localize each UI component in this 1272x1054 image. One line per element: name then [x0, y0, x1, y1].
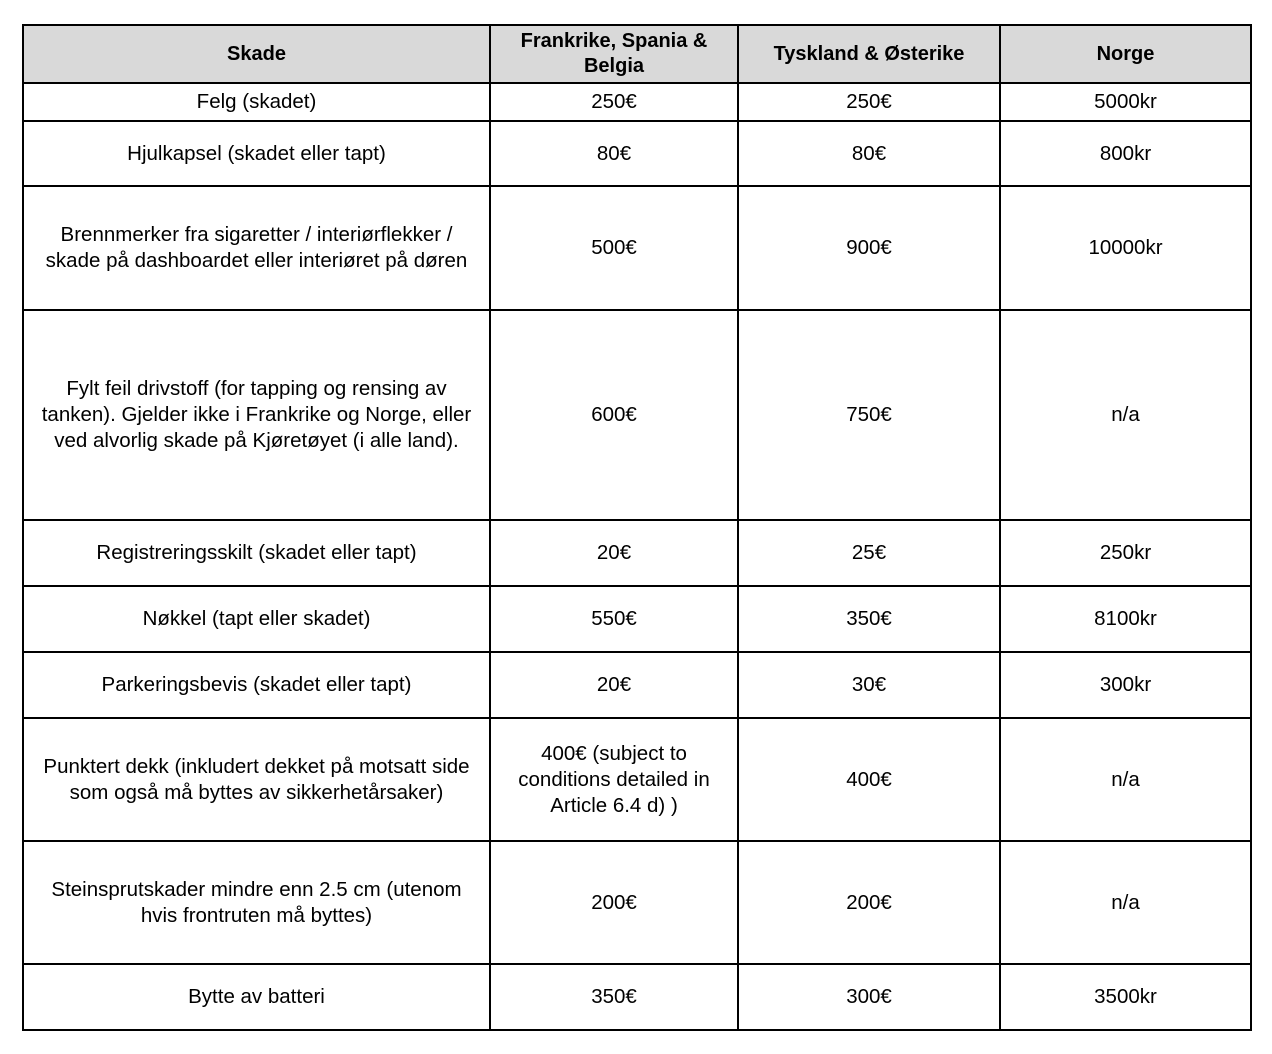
damage-price-table: [22, 24, 1252, 1031]
column-header-frankrike-spania-belgia: Frankrike, Spania & Belgia: [490, 25, 738, 83]
table-row: [23, 718, 1251, 841]
table-row: [23, 121, 1251, 186]
cell-norge: n/a: [1000, 310, 1251, 520]
cell-skade: Steinsprutskader mindre enn 2.5 cm (utenom hvis frontruten må byttes): [23, 841, 490, 964]
cell-norge: 3500kr: [1000, 964, 1251, 1030]
cell-tyskland: 400€: [738, 718, 1000, 841]
cell-frankrike: 500€: [490, 186, 738, 310]
column-header-norge: Norge: [1000, 25, 1251, 83]
cell-frankrike: 600€: [490, 310, 738, 520]
cell-norge: 5000kr: [1000, 83, 1251, 121]
cell-frankrike: 20€: [490, 520, 738, 586]
table-row: [23, 652, 1251, 718]
cell-tyskland: 250€: [738, 83, 1000, 121]
cell-frankrike: 200€: [490, 841, 738, 964]
table-row: [23, 964, 1251, 1030]
cell-skade: Fylt feil drivstoff (for tapping og rensing av tanken). Gjelder ikke i Frankrike og Norge, eller ved alvorlig skade på Kjøretøyet (i alle land).: [23, 310, 490, 520]
cell-tyskland: 80€: [738, 121, 1000, 186]
cell-skade: Registreringsskilt (skadet eller tapt): [23, 520, 490, 586]
cell-frankrike: 350€: [490, 964, 738, 1030]
cell-skade: Hjulkapsel (skadet eller tapt): [23, 121, 490, 186]
cell-frankrike: 250€: [490, 83, 738, 121]
table-row: [23, 520, 1251, 586]
cell-tyskland: 750€: [738, 310, 1000, 520]
table-row: [23, 841, 1251, 964]
cell-skade: Punktert dekk (inkludert dekket på motsatt side som også må byttes av sikkerhetårsaker): [23, 718, 490, 841]
table-row: [23, 83, 1251, 121]
cell-skade: Felg (skadet): [23, 83, 490, 121]
cell-tyskland: 30€: [738, 652, 1000, 718]
cell-skade: Brennmerker fra sigaretter / interiørflekker / skade på dashboardet eller interiøret på døren: [23, 186, 490, 310]
cell-frankrike: 80€: [490, 121, 738, 186]
table-row: [23, 186, 1251, 310]
table-row: [23, 310, 1251, 520]
cell-norge: 300kr: [1000, 652, 1251, 718]
cell-tyskland: 25€: [738, 520, 1000, 586]
cell-norge: n/a: [1000, 718, 1251, 841]
cell-norge: n/a: [1000, 841, 1251, 964]
table-header-row: [23, 25, 1251, 83]
cell-skade: Parkeringsbevis (skadet eller tapt): [23, 652, 490, 718]
cell-frankrike: 550€: [490, 586, 738, 652]
cell-norge: 800kr: [1000, 121, 1251, 186]
column-header-tyskland-osterike: Tyskland & Østerike: [738, 25, 1000, 83]
column-header-skade: Skade: [23, 25, 490, 83]
cell-skade: Nøkkel (tapt eller skadet): [23, 586, 490, 652]
cell-frankrike: 20€: [490, 652, 738, 718]
cell-tyskland: 350€: [738, 586, 1000, 652]
cell-tyskland: 200€: [738, 841, 1000, 964]
cell-norge: 10000kr: [1000, 186, 1251, 310]
cell-skade: Bytte av batteri: [23, 964, 490, 1030]
cell-frankrike: 400€ (subject to conditions detailed in Article 6.4 d) ): [490, 718, 738, 841]
cell-tyskland: 900€: [738, 186, 1000, 310]
cell-norge: 8100kr: [1000, 586, 1251, 652]
table-row: [23, 586, 1251, 652]
cell-tyskland: 300€: [738, 964, 1000, 1030]
cell-norge: 250kr: [1000, 520, 1251, 586]
